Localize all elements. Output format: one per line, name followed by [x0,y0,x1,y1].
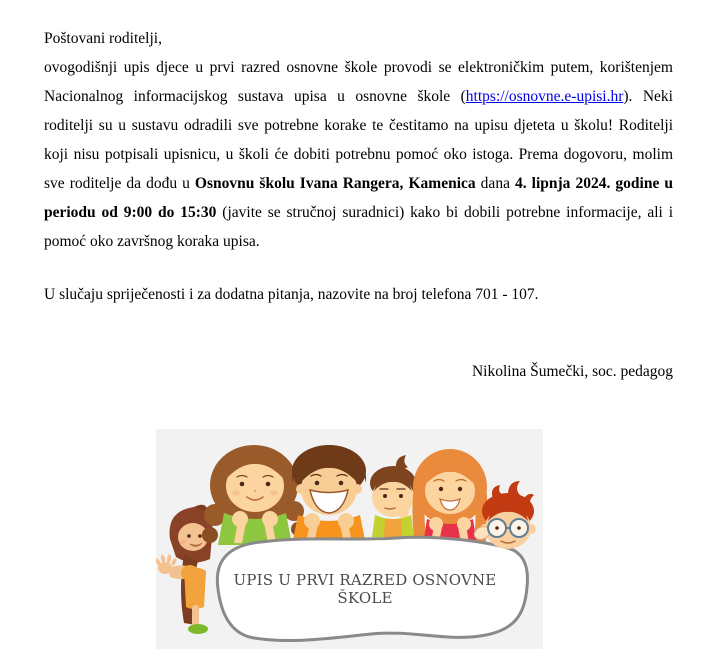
body-text-4: (javite se stručnoj suradnici) kako bi dobili potrebne informacije, ali i pomoć oko završnog koraka upisa. [44,204,673,250]
banner-title: UPIS U PRVI RAZRED OSNOVNE ŠKOLE [233,571,497,607]
main-paragraph [44,53,673,256]
children-banner-illustration [156,429,543,649]
child-girl-waving [156,505,213,634]
child-boy-orange-shirt [292,445,366,545]
enrollment-link[interactable]: https://osnovne.e-upisi.hr [465,88,624,105]
school-name-bold: Osnovnu školu Ivana Rangera, Kamenica [194,175,476,192]
body-text-3: dana [475,175,515,192]
child-girl-green-shirt [202,445,305,545]
greeting-line: Poštovani roditelji, [44,30,162,47]
children-illustration-art [156,429,543,649]
date-time-bold: 4. lipnja 2024. godine u periodu od 9:00 do 15:30 [44,175,673,221]
body-text-2: ). Neki roditelji su u sustavu odradili sve potrebne korake te čestitamo na upisu djeteta u školu! Roditelji koji nisu potpisali upisnicu, u školi će dobiti potrebnu pomoć oko istoga. Prema dogovoru, molim sve roditelje da dođu u [44,88,673,192]
child-boy-pensive [370,455,416,537]
contact-paragraph: U slučaju spriječenosti i za dodatna pitanja, nazovite na broj telefona 701 - 107. [44,286,539,303]
signature: Nikolina Šumečki, soc. pedagog [471,363,673,380]
body-text-1: ovogodišnji upis djece u prvi razred osnovne škole provodi se elektroničkim putem, korištenjem Nacionalnog informacijskog sustava upisa u osnovne škole ( [44,59,673,105]
